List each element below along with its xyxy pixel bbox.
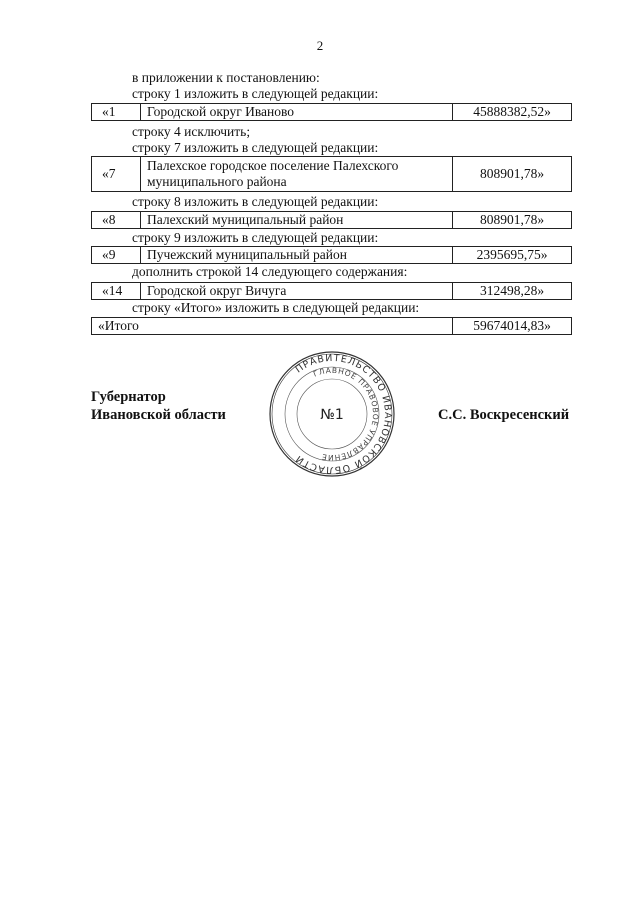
row-name: Городской округ Вичуга bbox=[141, 283, 453, 300]
seal-inner-text: ГЛАВНОЕ ПРАВОВОЕ УПРАВЛЕНИЕ bbox=[311, 365, 381, 463]
total-value: 59674014,83» bbox=[453, 318, 572, 335]
seal-number: №1 bbox=[320, 407, 344, 423]
row-name: Городской округ Иваново bbox=[141, 104, 453, 121]
row-7-table bbox=[91, 156, 572, 192]
row-number: «8 bbox=[92, 212, 141, 229]
row-value: 312498,28» bbox=[453, 283, 572, 300]
row-value: 808901,78» bbox=[453, 157, 572, 192]
row-name-line-2: муниципального района bbox=[147, 174, 287, 189]
row-number: «7 bbox=[92, 157, 141, 192]
row-name: Пучежский муниципальный район bbox=[141, 247, 453, 264]
total-table bbox=[91, 317, 572, 335]
instruction-row-7: строку 7 изложить в следующей редакции: bbox=[132, 140, 379, 155]
row-number: «9 bbox=[92, 247, 141, 264]
instruction-row-9: строку 9 изложить в следующей редакции: bbox=[132, 230, 379, 245]
row-1-table bbox=[91, 103, 572, 121]
row-value: 808901,78» bbox=[453, 212, 572, 229]
table-row bbox=[92, 247, 572, 264]
table-row bbox=[92, 283, 572, 300]
row-name-line-1: Палехское городское поселение Палехского bbox=[147, 158, 399, 173]
table-row bbox=[92, 104, 572, 121]
seal-outer-text: ПРАВИТЕЛЬСТВО ИВАНОВСКОЙ ОБЛАСТИ bbox=[293, 352, 394, 476]
row-8-table bbox=[91, 211, 572, 229]
instruction-total: строку «Итого» изложить в следующей редакции: bbox=[132, 300, 420, 315]
intro-line: в приложении к постановлению: bbox=[132, 70, 320, 85]
row-value: 2395695,75» bbox=[453, 247, 572, 264]
signatory-name: С.С. Воскресенский bbox=[438, 407, 570, 423]
page-number: 2 bbox=[316, 38, 324, 53]
table-row bbox=[92, 318, 572, 335]
official-seal-stamp bbox=[268, 350, 396, 478]
row-number: «1 bbox=[92, 104, 141, 121]
signatory-title-line-2: Ивановской области bbox=[91, 407, 226, 423]
row-name: Палехский муниципальный район bbox=[141, 212, 453, 229]
signatory-title-line-1: Губернатор bbox=[91, 389, 166, 405]
total-label: «Итого bbox=[92, 318, 453, 335]
table-row bbox=[92, 157, 572, 192]
row-14-table bbox=[91, 282, 572, 300]
instruction-row-8: строку 8 изложить в следующей редакции: bbox=[132, 194, 379, 209]
row-number: «14 bbox=[92, 283, 141, 300]
signatory-title bbox=[91, 388, 226, 424]
row-name bbox=[141, 157, 453, 192]
row-9-table bbox=[91, 246, 572, 264]
instruction-row-1: строку 1 изложить в следующей редакции: bbox=[132, 86, 379, 101]
instruction-row-4: строку 4 исключить; bbox=[132, 124, 251, 139]
row-value: 45888382,52» bbox=[453, 104, 572, 121]
table-row bbox=[92, 212, 572, 229]
instruction-row-14: дополнить строкой 14 следующего содержания: bbox=[132, 264, 408, 279]
